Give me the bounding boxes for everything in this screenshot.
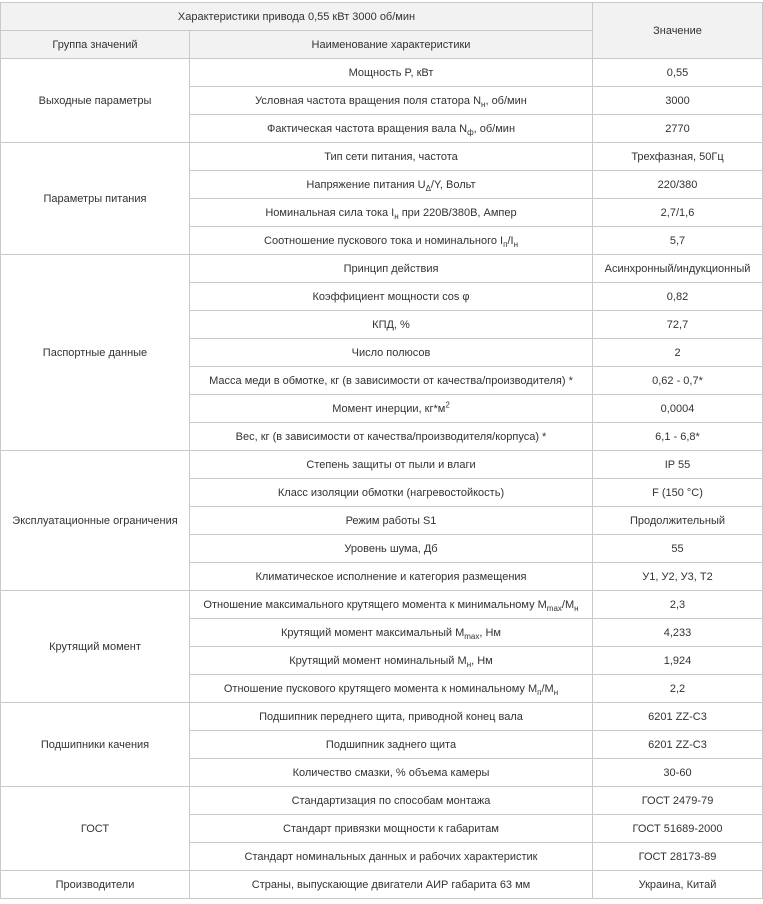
characteristic-name xyxy=(190,479,593,507)
characteristic-name xyxy=(190,591,593,619)
text-part: Уровень шума, Дб xyxy=(344,542,438,555)
spec-table xyxy=(0,2,763,899)
characteristic-value: 2,3 xyxy=(593,591,763,619)
text-part: Отношение максимального крутящего момента к минимальному M xyxy=(203,598,547,611)
characteristic-value: У1, У2, У3, Т2 xyxy=(593,563,763,591)
text-part: Подшипник переднего щита, приводной конец вала xyxy=(259,710,523,723)
subscript: н xyxy=(466,659,472,669)
table-row xyxy=(1,451,763,479)
characteristic-name xyxy=(190,199,593,227)
characteristic-name xyxy=(190,143,593,171)
characteristic-name xyxy=(190,423,593,451)
characteristic-name xyxy=(190,647,593,675)
characteristic-name xyxy=(190,255,593,283)
characteristic-value: Продолжительный xyxy=(593,507,763,535)
subscript: н xyxy=(553,687,559,697)
text-part: Напряжение питания U xyxy=(306,178,426,191)
table-title: Характеристики привода 0,55 кВт 3000 об/мин xyxy=(1,3,593,31)
characteristic-name xyxy=(190,815,593,843)
text-part: Крутящий момент номинальный M xyxy=(289,654,467,667)
characteristic-value: 2770 xyxy=(593,115,763,143)
characteristic-name xyxy=(190,619,593,647)
text-part: /M xyxy=(541,682,554,695)
characteristic-name xyxy=(190,563,593,591)
characteristic-name xyxy=(190,731,593,759)
subscript: н xyxy=(513,239,518,249)
characteristic-value: 30-60 xyxy=(593,759,763,787)
subscript: н xyxy=(574,603,579,613)
characteristic-name xyxy=(190,395,593,423)
characteristic-name xyxy=(190,787,593,815)
characteristic-name xyxy=(190,367,593,395)
characteristic-value: 220/380 xyxy=(593,171,763,199)
characteristic-name xyxy=(190,451,593,479)
subscript: н xyxy=(394,211,399,221)
header-row-title xyxy=(1,3,763,31)
text-part: Момент инерции, кг*м xyxy=(332,402,446,415)
table-row xyxy=(1,143,763,171)
characteristic-name xyxy=(190,87,593,115)
text-part: Соотношение пускового тока и номинального I xyxy=(264,234,504,247)
text-part: Фактическая частота вращения вала N xyxy=(266,122,468,135)
characteristic-value: IP 55 xyxy=(593,451,763,479)
characteristic-value: ГОСТ 2479-79 xyxy=(593,787,763,815)
characteristic-name xyxy=(190,507,593,535)
text-part: Коэффициент мощности cos φ xyxy=(312,290,470,303)
characteristic-value: 2,7/1,6 xyxy=(593,199,763,227)
characteristic-value: 0,82 xyxy=(593,283,763,311)
subscript: п xyxy=(537,687,542,697)
text-part: Режим работы S1 xyxy=(345,514,437,527)
table-row xyxy=(1,787,763,815)
table-row xyxy=(1,591,763,619)
text-part: Вес, кг (в зависимости от качества/производителя/корпуса) * xyxy=(235,430,547,443)
characteristic-value: 2 xyxy=(593,339,763,367)
characteristic-value: 6201 ZZ-C3 xyxy=(593,731,763,759)
characteristic-value: 2,2 xyxy=(593,675,763,703)
characteristic-name xyxy=(190,115,593,143)
text-part: , Нм xyxy=(479,626,501,639)
subscript: п xyxy=(503,239,508,249)
text-part: Крутящий момент максимальный M xyxy=(280,626,465,639)
characteristic-name xyxy=(190,871,593,899)
text-part: КПД, % xyxy=(372,318,410,331)
subscript: max xyxy=(464,631,480,641)
text-part: , об/мин xyxy=(485,94,527,107)
characteristic-value: 6201 ZZ-C3 xyxy=(593,703,763,731)
text-part: , об/мин xyxy=(473,122,516,135)
table-row xyxy=(1,871,763,899)
characteristic-value: 72,7 xyxy=(593,311,763,339)
group-label: Эксплуатационные ограничения xyxy=(1,451,190,591)
table-row xyxy=(1,59,763,87)
text-part: Количество смазки, % объема камеры xyxy=(292,766,490,779)
characteristic-value: Трехфазная, 50Гц xyxy=(593,143,763,171)
characteristic-name xyxy=(190,535,593,563)
characteristic-value: 5,7 xyxy=(593,227,763,255)
characteristic-value: 4,233 xyxy=(593,619,763,647)
characteristic-value: 0,62 - 0,7* xyxy=(593,367,763,395)
characteristic-name xyxy=(190,843,593,871)
text-part: Стандарт привязки мощности к габаритам xyxy=(283,822,499,835)
characteristic-name xyxy=(190,59,593,87)
characteristic-name xyxy=(190,171,593,199)
header-name: Наименование характеристики xyxy=(190,31,593,59)
characteristic-value: 3000 xyxy=(593,87,763,115)
table-row xyxy=(1,703,763,731)
text-part: при 220В/380В, Ампер xyxy=(398,206,517,219)
characteristic-value: 0,0004 xyxy=(593,395,763,423)
text-part: Страны, выпускающие двигатели АИР габарита 63 мм xyxy=(251,878,531,891)
text-part: /I xyxy=(507,234,514,247)
characteristic-value: 6,1 - 6,8* xyxy=(593,423,763,451)
group-label: Выходные параметры xyxy=(1,59,190,143)
characteristic-name xyxy=(190,283,593,311)
characteristic-value: Асинхронный/индукционный xyxy=(593,255,763,283)
characteristic-value: ГОСТ 51689-2000 xyxy=(593,815,763,843)
subscript: ф xyxy=(467,127,474,137)
text-part: Климатическое исполнение и категория размещения xyxy=(255,570,527,583)
spec-table-body xyxy=(1,3,763,899)
text-part: Номинальная сила тока I xyxy=(265,206,395,219)
characteristic-name xyxy=(190,339,593,367)
text-part: Подшипник заднего щита xyxy=(325,738,457,751)
group-label: Паспортные данные xyxy=(1,255,190,451)
text-part: Принцип действия xyxy=(343,262,439,275)
characteristic-value: 1,924 xyxy=(593,647,763,675)
characteristic-name xyxy=(190,227,593,255)
superscript: 2 xyxy=(445,399,450,409)
group-label: Подшипники качения xyxy=(1,703,190,787)
subscript: Δ xyxy=(425,183,431,193)
characteristic-value: 55 xyxy=(593,535,763,563)
header-value: Значение xyxy=(593,3,763,59)
group-label: Параметры питания xyxy=(1,143,190,255)
characteristic-name xyxy=(190,675,593,703)
characteristic-value: F (150 °C) xyxy=(593,479,763,507)
text-part: Отношение пускового крутящего момента к номинальному M xyxy=(223,682,538,695)
text-part: /M xyxy=(561,598,575,611)
characteristic-name xyxy=(190,703,593,731)
group-label: ГОСТ xyxy=(1,787,190,871)
text-part: Класс изоляции обмотки (нагревостойкость) xyxy=(277,486,505,499)
subscript: max xyxy=(546,603,562,613)
text-part: Степень защиты от пыли и влаги xyxy=(306,458,476,471)
text-part: Число полюсов xyxy=(351,346,431,359)
group-label: Производители xyxy=(1,871,190,899)
characteristic-name xyxy=(190,759,593,787)
text-part: Мощность P, кВт xyxy=(348,66,434,79)
characteristic-name xyxy=(190,311,593,339)
subscript: н xyxy=(481,99,486,109)
text-part: , Нм xyxy=(471,654,493,667)
header-group: Группа значений xyxy=(1,31,190,59)
text-part: /Y, Вольт xyxy=(430,178,476,191)
characteristic-value: 0,55 xyxy=(593,59,763,87)
text-part: Условная частота вращения поля статора N xyxy=(255,94,482,107)
table-row xyxy=(1,255,763,283)
group-label: Крутящий момент xyxy=(1,591,190,703)
text-part: Тип сети питания, частота xyxy=(324,150,458,163)
text-part: Масса меди в обмотке, кг (в зависимости от качества/производителя) * xyxy=(209,374,573,387)
characteristic-value: ГОСТ 28173-89 xyxy=(593,843,763,871)
text-part: Стандарт номинальных данных и рабочих характеристик xyxy=(244,850,538,863)
characteristic-value: Украина, Китай xyxy=(593,871,763,899)
text-part: Стандартизация по способам монтажа xyxy=(291,794,491,807)
